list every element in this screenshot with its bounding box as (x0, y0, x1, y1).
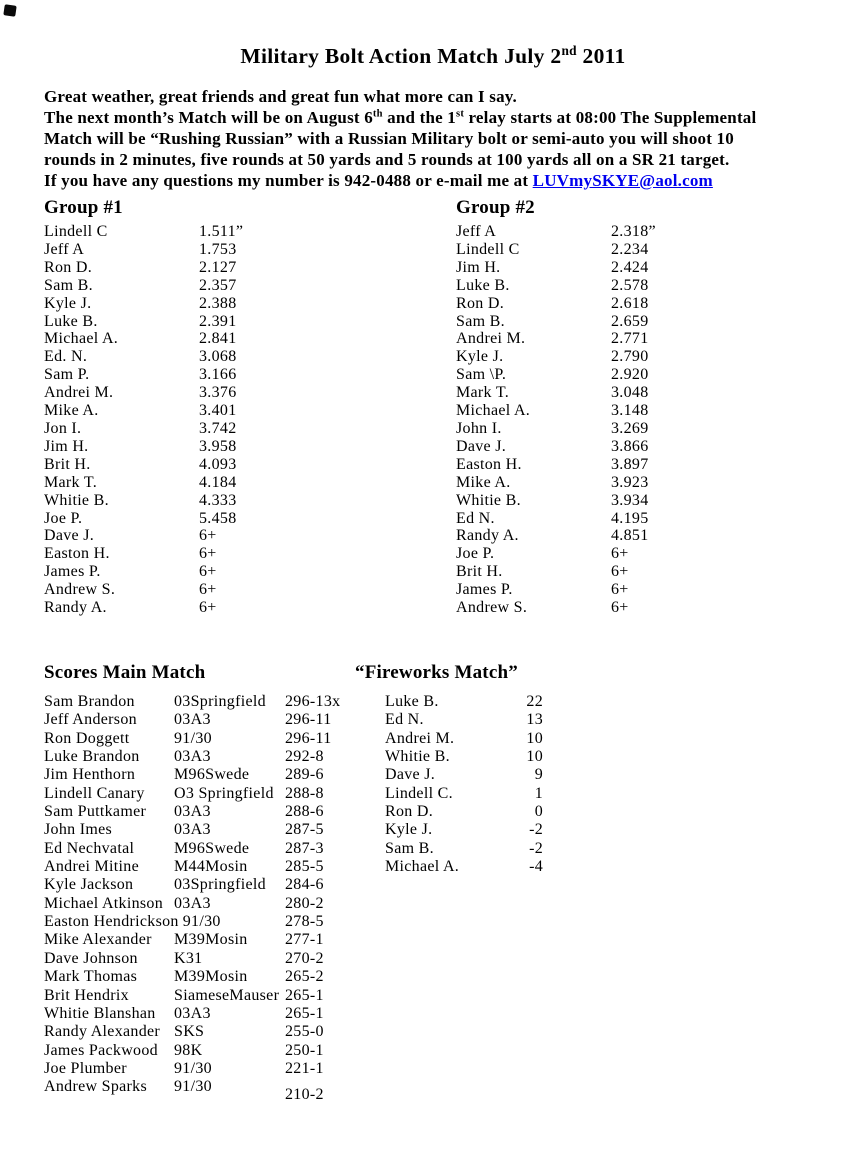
main-match-row (44, 785, 404, 803)
group2-row (456, 277, 836, 295)
fireworks-score-value: 22 (526, 693, 543, 710)
shooter-name: John I. (456, 419, 502, 437)
group-size-value: 2.424 (611, 258, 649, 276)
shooter-name: Ed N. (385, 711, 424, 729)
main-match-row (44, 1005, 404, 1023)
group1-row (44, 402, 424, 420)
shooter-name: Mark T. (456, 384, 510, 402)
group2-row (456, 581, 836, 599)
group1-row (44, 277, 424, 295)
rifle-model: O3 Springfield (174, 784, 274, 802)
group2-row (456, 438, 836, 456)
group-size-value: 6+ (611, 563, 629, 581)
shooter-name: Lindell C (456, 240, 520, 258)
match-score-value: 288-6 (285, 803, 324, 821)
shooter-name: Brit Hendrix (44, 986, 129, 1004)
group-size-value: 5.458 (199, 509, 237, 527)
shooter-name: Dave Johnson (44, 949, 138, 967)
fireworks-score-value: 9 (534, 766, 543, 784)
match-score-value: 277-1 (285, 931, 324, 949)
group-size-value: 2.771 (611, 330, 649, 348)
group-size-value: 3.068 (199, 348, 237, 366)
email-link[interactable]: LUVmySKYE@aol.com (532, 171, 713, 190)
group1-row (44, 348, 424, 366)
shooter-name: Whitie B. (385, 748, 450, 766)
group1-row (44, 241, 424, 259)
shooter-name: Kyle Jackson (44, 876, 134, 894)
title-ordinal-superscript: nd (561, 42, 577, 58)
shooter-name: Jeff A (44, 240, 85, 258)
main-match-row (44, 1060, 404, 1078)
shooter-name: Easton Hendrickson (44, 913, 179, 931)
main-match-row (44, 803, 404, 821)
main-match-row (44, 950, 404, 968)
group1-row (44, 474, 424, 492)
shooter-name: Joe P. (456, 545, 495, 563)
shooter-name: Jim H. (456, 258, 501, 276)
match-score-value: 296-11 (285, 711, 332, 729)
group-size-value: 2.391 (199, 312, 237, 330)
fireworks-score-value: 13 (526, 711, 543, 729)
shooter-name: Luke Brandon (44, 748, 140, 766)
main-match-list (44, 693, 404, 1104)
group2-row (456, 259, 836, 277)
match-score-value: 221-1 (285, 1059, 324, 1077)
shooter-name: James P. (456, 581, 513, 599)
shooter-name: Ed N. (456, 509, 495, 527)
shooter-name: Jon I. (44, 419, 82, 437)
group-size-value: 3.923 (611, 473, 649, 491)
group2-row (456, 510, 836, 528)
fireworks-score-value: -4 (529, 858, 543, 876)
match-score-value: 265-2 (285, 968, 324, 986)
group-size-value: 2.578 (611, 276, 649, 294)
shooter-name: Sam B. (44, 276, 93, 294)
match-score-value: 210-2 (285, 1086, 324, 1104)
group1-row (44, 456, 424, 474)
shooter-name: Luke B. (456, 276, 510, 294)
shooter-name: Lindell Canary (44, 784, 145, 802)
shooter-name: Kyle J. (44, 294, 92, 312)
rifle-model: K31 (174, 949, 203, 967)
rifle-model: 91/30 (182, 913, 221, 931)
group-size-value: 4.184 (199, 473, 237, 491)
shooter-name: Andrew S. (44, 581, 116, 599)
main-match-row (44, 1023, 404, 1041)
fireworks-heading: “Fireworks Match” (355, 662, 518, 683)
group2-row (456, 348, 836, 366)
group1-column (44, 197, 424, 617)
group2-row (456, 456, 836, 474)
shooter-name: Andrei M. (44, 384, 114, 402)
fireworks-row (385, 821, 595, 839)
intro-paragraph (44, 86, 832, 191)
group-size-value: 3.897 (611, 455, 649, 473)
group-size-value: 3.401 (199, 402, 237, 420)
group-size-value: 6+ (199, 545, 217, 563)
rifle-model: M96Swede (174, 766, 250, 784)
group-size-value: 6+ (199, 599, 217, 617)
group-size-value: 6+ (199, 563, 217, 581)
main-match-row (44, 766, 404, 784)
shooter-name: Joe P. (44, 509, 83, 527)
main-match-column (44, 662, 404, 1104)
shooter-name: Randy Alexander (44, 1023, 161, 1041)
shooter-name: Michael A. (456, 402, 531, 420)
fireworks-row (385, 711, 595, 729)
shooter-name: Kyle J. (456, 348, 504, 366)
shooter-name: Andrew Sparks (44, 1078, 147, 1096)
intro-line-3: Match will be “Rushing Russian” with a Russian Military bolt or semi-auto you will shoot 10 (44, 129, 734, 148)
shooter-name: Whitie B. (456, 491, 521, 509)
main-match-row (44, 1078, 404, 1104)
group-size-value: 4.195 (611, 509, 649, 527)
group-size-value: 6+ (611, 581, 629, 599)
main-match-heading: Scores Main Match (44, 662, 206, 683)
rifle-model: 03A3 (174, 803, 211, 821)
group-size-value: 1.753 (199, 240, 237, 258)
group2-row (456, 474, 836, 492)
group2-list (456, 223, 836, 617)
group-size-value: 2.388 (199, 294, 237, 312)
group1-row (44, 510, 424, 528)
main-match-row (44, 858, 404, 876)
shooter-name: Kyle J. (385, 821, 433, 839)
group-size-value: 2.659 (611, 312, 649, 330)
rifle-model: 91/30 (174, 1059, 212, 1077)
shooter-name: Whitie Blanshan (44, 1004, 156, 1022)
group-size-value: 4.333 (199, 491, 237, 509)
main-match-row (44, 711, 404, 729)
group-size-value: 2.357 (199, 276, 237, 294)
shooter-name: Ed. N. (44, 348, 88, 366)
group2-row (456, 241, 836, 259)
intro-line-2-text-c: relay starts at 08:00 The Supplemental (464, 108, 757, 127)
group1-row (44, 330, 424, 348)
rifle-model: SKS (174, 1023, 205, 1041)
match-score-value: 265-1 (285, 1004, 324, 1022)
group2-column (456, 197, 836, 617)
contact-text: If you have any questions my number is 942-0488 or e-mail me at (44, 171, 533, 190)
shooter-name: Joe Plumber (44, 1059, 127, 1077)
main-match-row (44, 1042, 404, 1060)
match-score-value: 288-8 (285, 784, 324, 802)
group-size-value: 3.742 (199, 419, 237, 437)
shooter-name: Luke B. (385, 693, 439, 710)
fireworks-row (385, 766, 595, 784)
rifle-model: SiameseMauser (174, 986, 280, 1004)
main-match-row (44, 987, 404, 1005)
shooter-name: Jeff A (456, 223, 497, 240)
shooter-name: Andrei Mitine (44, 858, 139, 876)
match-score-value: 296-11 (285, 729, 332, 747)
group1-heading: Group #1 (44, 197, 123, 218)
shooter-name: Jim Henthorn (44, 766, 136, 784)
group2-row (456, 313, 836, 331)
title-text: Military Bolt Action Match July 2 (240, 44, 562, 68)
fireworks-row (385, 730, 595, 748)
group1-row (44, 527, 424, 545)
group1-list (44, 223, 424, 617)
shooter-name: Mike Alexander (44, 931, 152, 949)
shooter-name: Whitie B. (44, 491, 109, 509)
main-match-row (44, 693, 404, 711)
shooter-name: Mike A. (456, 473, 511, 491)
group-size-value: 2.318” (611, 223, 656, 240)
rifle-model: M44Mosin (174, 858, 248, 876)
intro-line-2-text-b: and the 1 (382, 108, 457, 127)
rifle-model: 03A3 (174, 748, 211, 766)
shooter-name: Sam \P. (456, 366, 507, 384)
group-size-value: 6+ (199, 581, 217, 599)
group1-row (44, 492, 424, 510)
group1-row (44, 313, 424, 331)
group2-row (456, 492, 836, 510)
match-score-value: 289-6 (285, 766, 324, 784)
shooter-name: James Packwood (44, 1041, 158, 1059)
group-size-value: 3.048 (611, 384, 649, 402)
group-size-value: 3.148 (611, 402, 649, 420)
group1-row (44, 259, 424, 277)
match-score-value: 270-2 (285, 949, 324, 967)
shooter-name: Lindell C (44, 223, 108, 240)
group2-row (456, 330, 836, 348)
date-ordinal-superscript: th (372, 108, 383, 120)
shooter-name: Sam Puttkamer (44, 803, 147, 821)
match-score-value: 265-1 (285, 986, 324, 1004)
shooter-name: Ed Nechvatal (44, 839, 135, 857)
group-size-value: 3.958 (199, 437, 237, 455)
shooter-name: Jim H. (44, 437, 89, 455)
main-match-row (44, 895, 404, 913)
shooter-name: Brit H. (44, 455, 91, 473)
intro-line-1: Great weather, great friends and great fun what more can I say. (44, 87, 517, 106)
fireworks-match-column (355, 662, 595, 876)
group2-row (456, 223, 836, 241)
shooter-name: Andrei M. (456, 330, 526, 348)
shooter-name: Andrew S. (456, 599, 528, 617)
match-score-value: 250-1 (285, 1041, 324, 1059)
group1-row (44, 599, 424, 617)
rifle-model: M39Mosin (174, 931, 248, 949)
group1-row (44, 366, 424, 384)
group1-row (44, 384, 424, 402)
fireworks-score-value: 10 (526, 748, 543, 766)
match-score-value: 287-5 (285, 821, 324, 839)
shooter-name: Andrei M. (385, 729, 455, 747)
shooter-name: Easton H. (456, 455, 522, 473)
match-score-value: 284-6 (285, 876, 324, 894)
group-size-value: 4.093 (199, 455, 237, 473)
shooter-name: John Imes (44, 821, 113, 839)
shooter-name: Dave J. (456, 437, 507, 455)
group2-row (456, 420, 836, 438)
group-size-value: 2.790 (611, 348, 649, 366)
group-size-value: 3.166 (199, 366, 237, 384)
fireworks-row (385, 693, 595, 711)
shooter-name: Mark T. (44, 473, 98, 491)
main-match-row (44, 931, 404, 949)
rifle-model: 03A3 (174, 711, 211, 729)
fireworks-score-value: 0 (534, 803, 543, 821)
shooter-name: Jeff Anderson (44, 711, 137, 729)
shooter-name: Michael Atkinson (44, 894, 164, 912)
main-match-row (44, 913, 404, 931)
shooter-name: Randy A. (44, 599, 107, 617)
shooter-name: Dave J. (385, 766, 436, 784)
shooter-name: Ron Doggett (44, 729, 130, 747)
group-size-value: 2.127 (199, 258, 237, 276)
match-score-value: 292-8 (285, 748, 324, 766)
shooter-name: Ron D. (456, 294, 505, 312)
match-score-value: 280-2 (285, 894, 324, 912)
fireworks-row (385, 840, 595, 858)
main-match-row (44, 968, 404, 986)
rifle-model: 91/30 (174, 1078, 212, 1096)
rifle-model: 03Springfield (174, 693, 266, 710)
shooter-name: Dave J. (44, 527, 95, 545)
group2-row (456, 402, 836, 420)
group1-row (44, 295, 424, 313)
fireworks-score-value: 1 (534, 784, 543, 802)
match-score-value: 296-13x (285, 693, 341, 710)
group-size-value: 6+ (199, 527, 217, 545)
intro-line-2 (44, 107, 832, 128)
shooter-name: Mike A. (44, 402, 99, 420)
group1-row (44, 581, 424, 599)
fireworks-score-value: -2 (529, 839, 543, 857)
fireworks-score-value: 10 (526, 729, 543, 747)
rifle-model: 03A3 (174, 1004, 211, 1022)
rifle-model: 03A3 (174, 821, 211, 839)
main-match-row (44, 730, 404, 748)
group-size-value: 3.269 (611, 419, 649, 437)
fireworks-row (385, 748, 595, 766)
fireworks-row (385, 785, 595, 803)
shooter-name: Ron D. (385, 803, 434, 821)
rifle-model: 91/30 (174, 729, 212, 747)
group-size-value: 1.511” (199, 223, 244, 240)
match-score-value: 255-0 (285, 1023, 324, 1041)
group1-row (44, 420, 424, 438)
group2-row (456, 545, 836, 563)
rifle-model: 03Springfield (174, 876, 266, 894)
relay-ordinal-superscript: st (456, 108, 465, 120)
shooter-name: Michael A. (385, 858, 460, 876)
group2-heading: Group #2 (456, 197, 535, 218)
shooter-name: Brit H. (456, 563, 503, 581)
scan-artifact-mark (3, 4, 16, 17)
group1-row (44, 545, 424, 563)
group1-row (44, 223, 424, 241)
fireworks-list (355, 693, 595, 876)
group-size-value: 3.376 (199, 384, 237, 402)
page-title (0, 44, 866, 69)
main-match-row (44, 748, 404, 766)
main-match-row (44, 876, 404, 894)
shooter-name: Luke B. (44, 312, 98, 330)
main-match-row (44, 821, 404, 839)
group2-row (456, 527, 836, 545)
intro-line-2-text: The next month’s Match will be on August 6 (44, 108, 373, 127)
rifle-model: 03A3 (174, 894, 211, 912)
shooter-name: James P. (44, 563, 101, 581)
group2-row (456, 366, 836, 384)
shooter-name: Ron D. (44, 258, 93, 276)
match-score-value: 285-5 (285, 858, 324, 876)
group-size-value: 3.934 (611, 491, 649, 509)
intro-line-4: rounds in 2 minutes, five rounds at 50 yards and 5 rounds at 100 yards all on a SR 21 target. (44, 150, 730, 169)
fireworks-row (385, 803, 595, 821)
group1-row (44, 563, 424, 581)
match-score-value: 278-5 (285, 913, 324, 931)
group-size-value: 6+ (611, 599, 629, 617)
group2-row (456, 563, 836, 581)
group-size-value: 6+ (611, 545, 629, 563)
shooter-name: Sam P. (44, 366, 90, 384)
shooter-name: Michael A. (44, 330, 119, 348)
shooter-name: Easton H. (44, 545, 110, 563)
group-size-value: 3.866 (611, 437, 649, 455)
group-size-value: 2.234 (611, 240, 649, 258)
group-size-value: 4.851 (611, 527, 649, 545)
group2-row (456, 384, 836, 402)
shooter-name: Mark Thomas (44, 968, 138, 986)
main-match-row (44, 840, 404, 858)
shooter-name: Lindell C. (385, 784, 453, 802)
rifle-model: M96Swede (174, 839, 250, 857)
rifle-model: M39Mosin (174, 968, 248, 986)
intro-line-5 (44, 170, 832, 191)
fireworks-score-value: -2 (529, 821, 543, 839)
group2-row (456, 295, 836, 313)
shooter-name: Sam B. (385, 839, 434, 857)
shooter-name: Sam Brandon (44, 693, 135, 710)
fireworks-row (385, 858, 595, 876)
title-year: 2011 (576, 44, 626, 68)
rifle-model: 98K (174, 1041, 203, 1059)
group-size-value: 2.920 (611, 366, 649, 384)
shooter-name: Randy A. (456, 527, 519, 545)
group-size-value: 2.618 (611, 294, 649, 312)
group1-row (44, 438, 424, 456)
group-size-value: 2.841 (199, 330, 237, 348)
group2-row (456, 599, 836, 617)
shooter-name: Sam B. (456, 312, 505, 330)
match-score-value: 287-3 (285, 839, 324, 857)
